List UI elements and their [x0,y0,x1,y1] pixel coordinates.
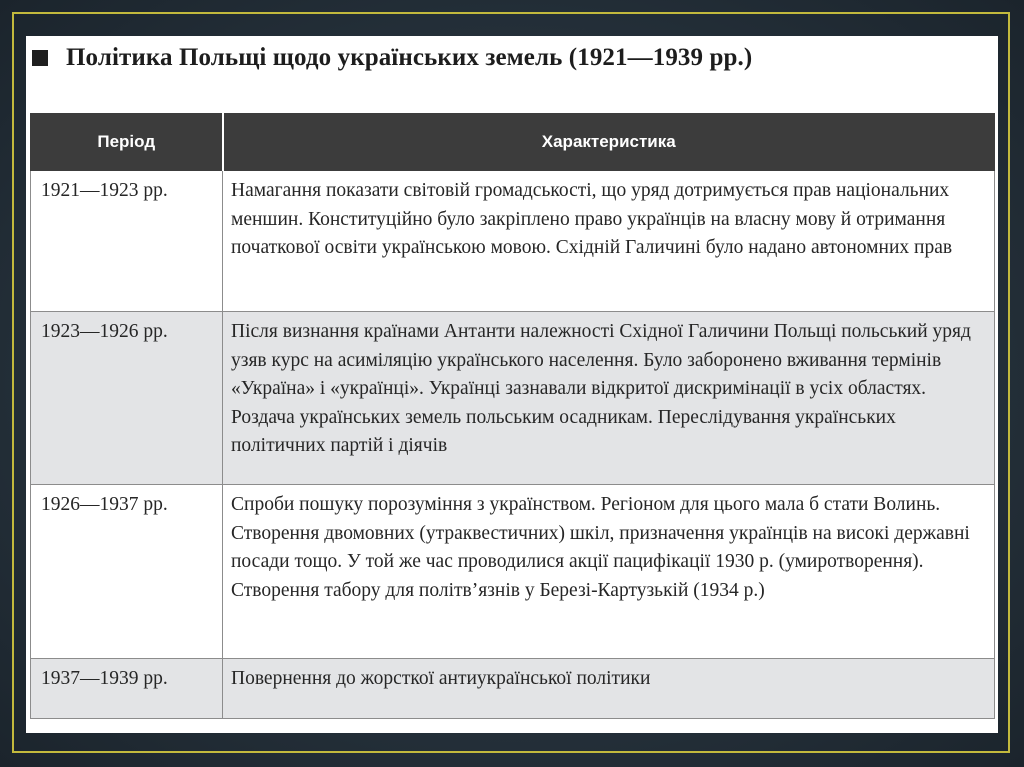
square-bullet-icon [32,50,48,66]
header-period: Період [31,114,223,171]
row-description: Після визнання країнами Антанти належності Східної Галичини Польщі польський уряд узяв курс на асиміляцію українського населення. Було заборонено вживання термінів «Україна» і «українці». Українці зазнавали відкритої дискримінації в усіх областях. Роздача українських земель польським осадникам. Переслідування українських політичних партій і діячів [223,312,995,485]
row-period: 1926—1937 рр. [31,485,223,659]
row-description: Повернення до жорсткої антиукраїнської політики [223,659,995,719]
row-description: Спроби пошуку порозуміння з українством. Регіоном для цього мала б стати Волинь. Створення двомовних (утраквестичних) шкіл, призначення українців на високі державні посади тощо. У той же час проводилися акції пацифікації 1930 р. (умиротворення). Створення табору для політв’язнів у Березі-Картузькій (1934 р.) [223,485,995,659]
header-description: Характеристика [223,114,995,171]
page-title: Політика Польщі щодо українських земель (1921—1939 рр.) [66,44,753,71]
table-row [31,659,995,719]
row-description: Намагання показати світовій громадськості, що уряд дотримується прав національних меншин. Конституційно було закріплено право українців на власну мову й отримання початкової освіти українською мовою. Східній Галичині було надано автономних прав [223,171,995,312]
row-period: 1923—1926 рр. [31,312,223,485]
row-period: 1921—1923 рр. [31,171,223,312]
title-row [32,44,752,72]
table-header-row [31,114,995,171]
table-row [31,171,995,312]
row-period: 1937—1939 рр. [31,659,223,719]
slide-content [26,36,998,733]
policy-table [30,113,995,719]
table-row [31,485,995,659]
table-row [31,312,995,485]
